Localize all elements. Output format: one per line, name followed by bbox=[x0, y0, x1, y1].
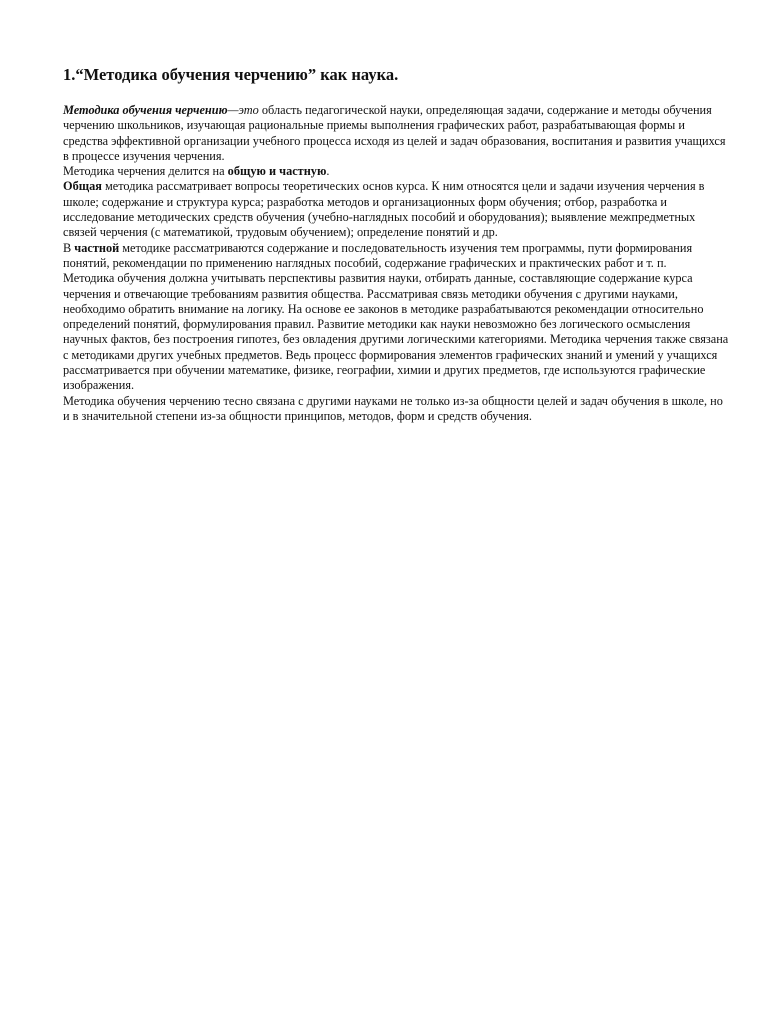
paragraph-perspectives: Методика обучения должна учитывать перспективы развития науки, отбирать данные, составляющие содержание курса черчения и отвечающие требованиям развития общества. Рассматривая связь методики обучения с другими науками, необходимо обратить внимание на логику. На основе ее законов в методике разрабатываются рекомендации относительно определений понятий, формулирования правил. Развитие методики как науки невозможно без логического осмысления научных фактов, без построения гипотез, без овладения другими логическими категориями. Методика черчения также связана с методиками других учебных предметов. Ведь процесс формирования элементов графических знаний и умений у учащихся рассматривается при обучении математике, физике, географии, химии и других предметов, где используются графические изображения. bbox=[63, 271, 729, 393]
term-methodology: Методика обучения черчению bbox=[63, 103, 228, 117]
general-text: методика рассматривает вопросы теоретических основ курса. К ним относятся цели и задачи изучения черчения в школе; содержание и структура курса; разработка методов и организационных форм обучения; отбор, разработка и исследование методических средств обучения (учебно-наглядных пособий и оборудования); выявление межпредметных связей черчения (с математикой, трудовым обучением); определение понятий и др. bbox=[63, 179, 705, 240]
division-end: . bbox=[326, 164, 330, 179]
particular-bold: частной bbox=[74, 240, 120, 255]
document-title: 1.“Методика обучения черчению” как наука. bbox=[63, 65, 399, 84]
paragraph-particular bbox=[63, 241, 731, 272]
paragraph-division bbox=[63, 164, 731, 179]
paragraph-general bbox=[63, 179, 731, 240]
definition-text: область педагогической науки, определяющая задачи, содержание и методы обучения черчению школьников, изучающая рациональные приемы выполнения графических работ, разрабатывающая формы и средства эффективной организации учебного процесса исходя из целей и задач образования, воспитания и развития учащихся в процессе изучения черчения. bbox=[63, 103, 726, 163]
division-bold: общую и частную bbox=[227, 164, 327, 179]
document-page bbox=[63, 64, 731, 424]
particular-text: методике рассматриваются содержание и последовательность изучения тем программы, пути формирования понятий, рекомендации по применению наглядных пособий, содержание графических и практических работ и т. п. bbox=[63, 240, 693, 270]
particular-lead: В bbox=[63, 240, 75, 255]
dash-eto: —это bbox=[227, 103, 259, 117]
division-lead: Методика черчения делится на bbox=[63, 164, 228, 179]
paragraph-connections: Методика обучения черчению тесно связана с другими науками не только из-за общности целей и задач обучения в школе, но и в значительной степени из-за общности принципов, методов, форм и средств обучения. bbox=[63, 393, 723, 423]
paragraph-definition bbox=[63, 103, 731, 164]
general-bold: Общая bbox=[63, 179, 102, 194]
document-body bbox=[63, 103, 731, 424]
